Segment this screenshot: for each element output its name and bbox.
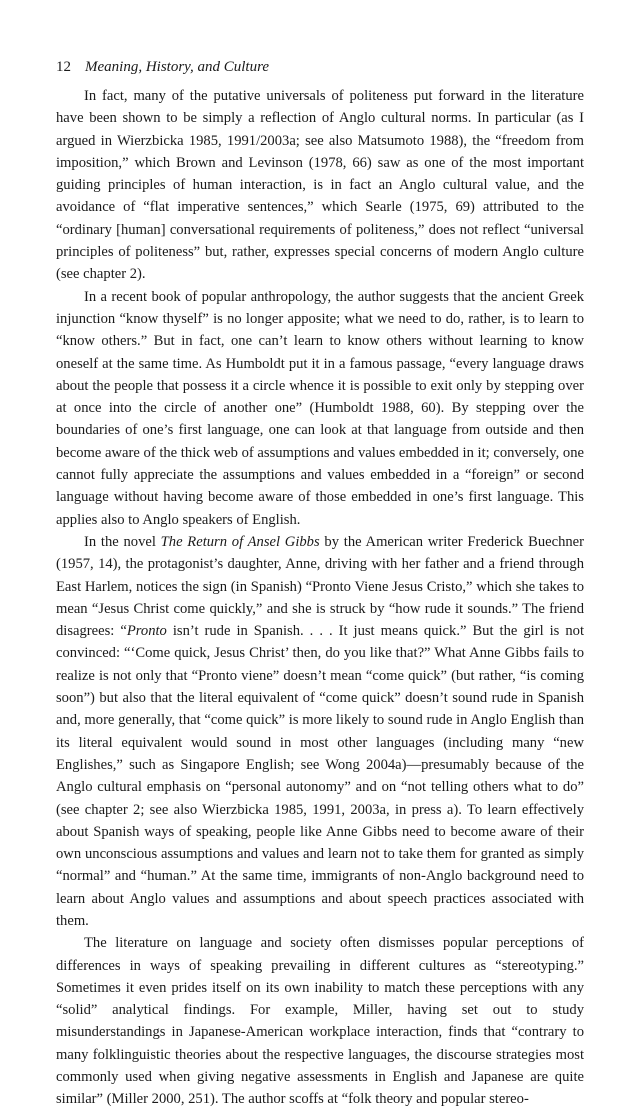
paragraph-3-middle: by the American writer Frederick Buechner (1957, 14), the protagonist’s daughter, Anne, driving with her father and a friend through East Harlem, notices the sign (in Spanish) “Pronto Viene Jesus Cristo,” which she takes to mean “Jesus Christ come quickly,” and she is struck by “how rude it sounds.” The friend disagrees: “ — [56, 533, 584, 640]
pronto-emphasis: Pronto — [126, 623, 167, 640]
page-number: 12 — [56, 59, 71, 75]
paragraph-3-lead: In the novel — [84, 533, 161, 550]
running-title: Meaning, History, and Culture — [85, 59, 270, 75]
paragraph-3-rest: isn’t rude in Spanish. . . . It just means quick.” But the girl is not convinced: “‘Come quick, Jesus Christ’ then, do you like that?” What Anne Gibbs fails to realize is not only that “Pronto viene” doesn’t mean “come quick” (but rather, “is coming soon”) but also that the literal equivalent of “come quick” doesn’t sound rude in Spanish and, more generally, that “come quick” is more likely to sound rude in Anglo English than its literal equivalent would sound in most other languages (including many “new Englishes,” such as Singapore English; see Wong 2004a)—presumably because of the Anglo cultural emphasis on “personal autonomy” and on “not telling others what to do” (see chapter 2; see also Wierzbicka 1985, 1991, 2003a, in press a). To learn effectively about Spanish ways of speaking, people like Anne Gibbs need to become aware of their own unconscious assumptions and values and learn not to take them for granted as simply “normal” and “human.” At the same time, immigrants of non-Anglo background need to learn about Anglo values and assumptions and about speech practices associated with them. — [56, 623, 585, 929]
body-text — [56, 85, 584, 1111]
paragraph-3 — [56, 531, 584, 932]
paragraph-1: In fact, many of the putative universals of politeness put forward in the literature have been shown to be simply a reflection of Anglo cultural norms. In particular (as I argued in Wierzbicka 1985, 1991/2003a; see also Matsumoto 1988), the “freedom from imposition,” which Brown and Levinson (1978, 66) saw as one of the most important guiding principles of human interaction, is in fact an Anglo cultural value, and the avoidance of “flat imperative sentences,” which Searle (1975, 69) attributed to the “ordinary [human] conversational requirements of politeness,” does not reflect “universal principles of politeness” but, rather, expresses special concerns of modern Anglo culture (see chapter 2). — [56, 88, 584, 283]
paragraph-2: In a recent book of popular anthropology, the author suggests that the ancient Greek injunction “know thyself” is no longer apposite; what we need to do, rather, is to learn to “know others.” But in fact, one can’t learn to know others without learning to know oneself at the same time. As Humboldt put it in a famous passage, “every language draws about the people that possess it a circle whence it is possible to exit only by stepping over at once into the circle of another one” (Humboldt 1988, 60). By stepping over the boundaries of one’s first language, one can look at that language from outside and then become aware of the thick web of assumptions and values embedded in it; conversely, one cannot fully appreciate the assumptions and values embedded in a “foreign” or second language without having become aware of those embedded in one’s first language. This applies also to Anglo speakers of English. — [56, 288, 584, 528]
novel-title: The Return of Ansel Gibbs — [160, 533, 320, 550]
paragraph-4: The literature on language and society often dismisses popular perceptions of differences in ways of speaking prevailing in different cultures as “stereotyping.” Sometimes it even prides itself on its own inability to match these perceptions with any “solid” analytical findings. For example, Miller, having set out to study misunderstandings in Japanese-American workplace interaction, finds that “contrary to many folklinguistic theories about the respective languages, the discourse strategies most commonly used when giving negative assessments in English and Japanese are quite similar” (Miller 2000, 251). The author scoffs at “folk theory and popular stereo- — [56, 935, 584, 1108]
running-head — [56, 58, 586, 76]
